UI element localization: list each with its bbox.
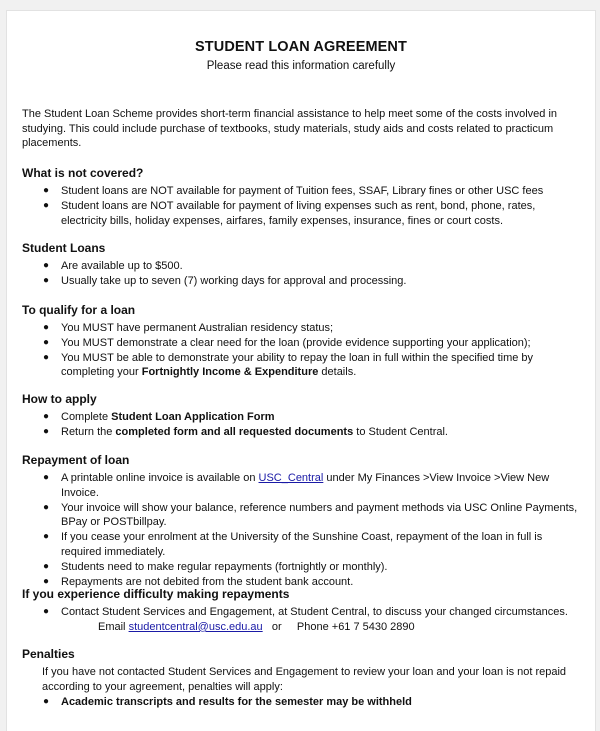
bullet-icon: ● — [43, 260, 50, 271]
bullet-icon: ● — [43, 322, 50, 333]
bullet-list — [22, 695, 582, 710]
list-item: ● Student loans are NOT available for payment of living expenses such as rent, bond, phone, rates, electricity bills, holiday expenses, airfares, family expenses, insurance, fines or court costs. — [43, 199, 536, 227]
email-link[interactable]: studentcentral@usc.edu.au — [128, 620, 263, 633]
list-item: ● A printable online invoice is available on USC_Central under My Finances >View Invoice >View New Invoice. — [43, 472, 550, 499]
usc-central-link[interactable]: USC_Central — [258, 472, 324, 484]
list-item: ● Usually take up to seven (7) working days for approval and processing. — [43, 274, 407, 287]
list-item: ● Students need to make regular repayments (fortnightly or monthly). — [43, 560, 388, 573]
section-penalties — [22, 647, 582, 709]
bullet-list — [22, 410, 582, 440]
bold-text: Academic transcripts and results for the semester may be withheld — [61, 695, 412, 708]
page-subtitle: Please read this information carefully — [206, 60, 396, 72]
section-difficulty — [22, 587, 582, 635]
bullet-icon: ● — [43, 575, 50, 587]
bullet-icon: ● — [43, 199, 50, 211]
section-heading: What is not covered? — [22, 166, 144, 180]
list-item: ● You MUST demonstrate a clear need for the loan (provide evidence supporting your application); — [43, 336, 531, 349]
bullet-list — [22, 471, 582, 589]
intro-paragraph — [22, 107, 577, 151]
bullet-icon: ● — [43, 336, 50, 348]
bullet-icon: ● — [43, 425, 50, 437]
bullet-icon: ● — [43, 472, 50, 483]
bullet-list — [22, 184, 582, 228]
section-heading: To qualify for a loan — [22, 303, 136, 317]
section-heading: How to apply — [22, 392, 97, 406]
phone-text: Phone +61 7 5430 2890 — [296, 620, 415, 633]
section-qualify — [22, 303, 582, 380]
list-item: ● Complete Student Loan Application Form — [43, 411, 275, 423]
list-item: ● If you cease your enrolment at the University of the Sunshine Coast, repayment of the loan in full is required immediately. — [43, 531, 543, 558]
bullet-icon: ● — [43, 185, 50, 196]
section-how-to-apply — [22, 392, 582, 440]
bullet-icon: ● — [43, 531, 50, 543]
bullet-list — [22, 605, 582, 620]
bullet-icon: ● — [43, 501, 50, 513]
document-page — [6, 10, 596, 731]
section-not-covered — [22, 166, 582, 228]
bullet-icon: ● — [43, 351, 50, 363]
bullet-list — [22, 259, 582, 289]
bold-text: Fortnightly Income & Expenditure — [141, 366, 319, 379]
section-repayment — [22, 453, 582, 589]
bullet-icon: ● — [43, 411, 50, 422]
section-student-loans — [22, 241, 582, 289]
list-item — [22, 695, 582, 710]
penalties-text-line1: If you have not contacted Student Services and Engagement to review your loan and your loan is not repaid — [42, 666, 567, 678]
bold-text: Student Loan Application Form — [111, 411, 275, 423]
section-heading: If you experience difficulty making repayments — [22, 587, 290, 601]
or-text: or — [271, 620, 282, 633]
section-heading: Repayment of loan — [22, 453, 130, 467]
list-item: ● Your invoice will show your balance, reference numbers and payment methods via USC Online Payments, BPay or POSTbillpay. — [43, 501, 578, 529]
list-item: ● Student loans are NOT available for payment of Tuition fees, SSAF, Library fines or other USC fees — [43, 185, 544, 197]
list-item: ● Return the completed form and all requested documents to Student Central. — [43, 425, 448, 438]
list-item: ● You MUST be able to demonstrate your ability to repay the loan in full within the specified time by completing your Fortnightly Income & Expenditure details. — [43, 351, 534, 379]
bold-text: completed form and all requested documents — [115, 425, 354, 438]
penalties-text-line2: according to your agreement, penalties will apply: — [42, 680, 283, 693]
intro-text: The Student Loan Scheme provides short-term financial assistance to help meet some of the costs involved in studying. This could include purchase of textbooks, study materials, study aids and costs related to practicum placements. — [22, 108, 558, 149]
bullet-icon: ● — [43, 695, 50, 707]
section-heading: Penalties — [22, 647, 75, 661]
bullet-icon: ● — [43, 274, 50, 286]
email-label: Email — [98, 620, 126, 633]
bullet-list — [22, 321, 582, 380]
section-heading: Student Loans — [22, 241, 106, 255]
bullet-icon: ● — [43, 606, 50, 617]
list-item: ● Are available up to $500. — [43, 260, 183, 272]
list-item: ● Contact Student Services and Engagement, at Student Central, to discuss your changed circumstances. — [43, 606, 568, 618]
list-item: ● Repayments are not debited from the student bank account. — [43, 575, 354, 588]
page-title: STUDENT LOAN AGREEMENT — [195, 39, 407, 55]
bullet-icon: ● — [43, 560, 50, 572]
list-item: ● You MUST have permanent Australian residency status; — [43, 322, 334, 334]
contact-line — [22, 620, 582, 635]
